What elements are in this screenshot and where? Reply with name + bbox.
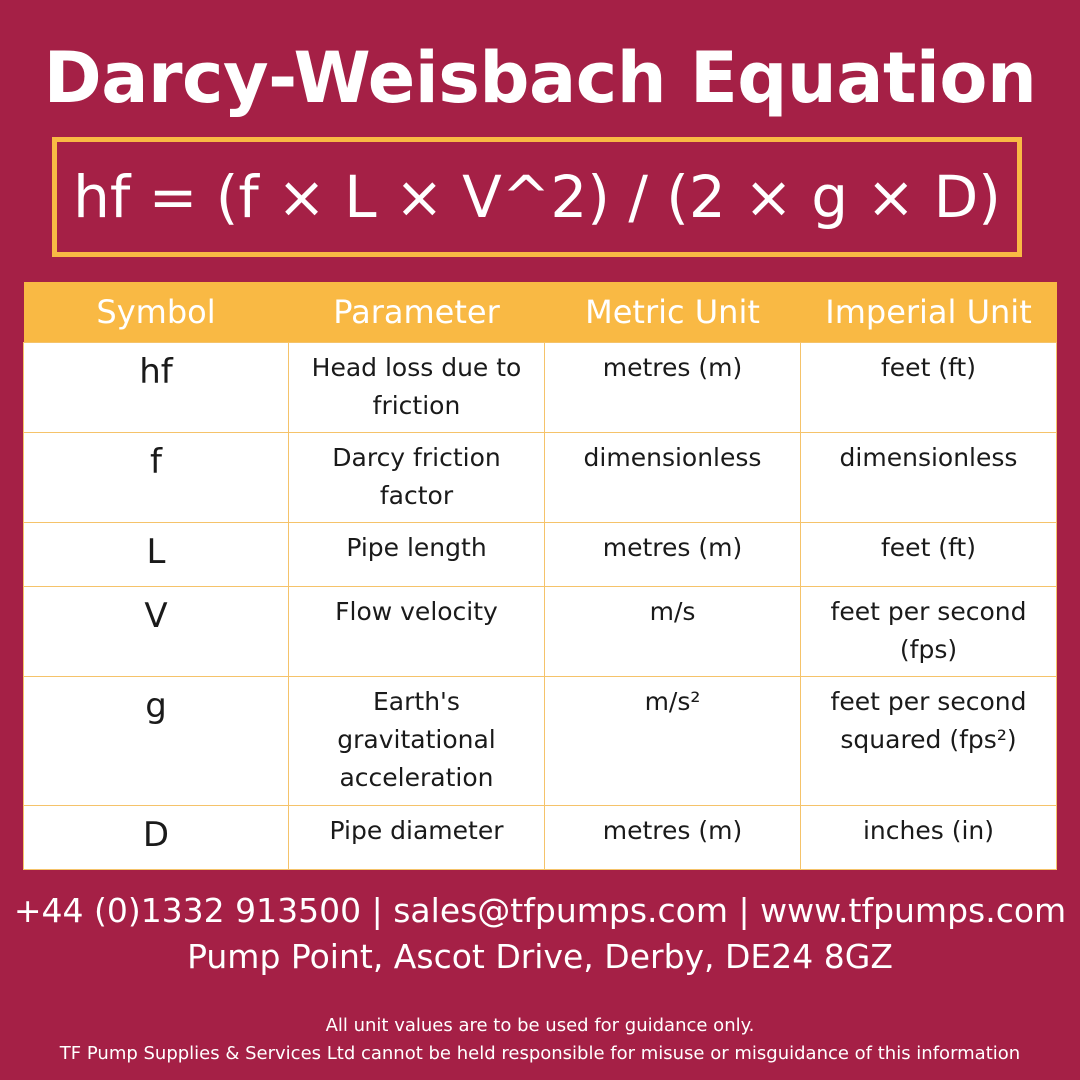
header-symbol: Symbol <box>24 282 289 343</box>
parameter-cell: Earth's gravitational acceleration <box>289 677 545 806</box>
parameter-cell: Head loss due to friction <box>289 343 545 433</box>
metric-unit-cell: metres (m) <box>545 806 801 870</box>
contact-line-phone-email-website: +44 (0)1332 913500 | sales@tfpumps.com | www.tfpumps.com <box>13 891 1067 930</box>
header-metric-unit: Metric Unit <box>545 282 801 343</box>
parameter-cell: Flow velocity <box>289 587 545 677</box>
contact-line-address: Pump Point, Ascot Drive, Derby, DE24 8GZ <box>187 937 893 976</box>
contact-info <box>0 888 1080 980</box>
metric-unit-cell: dimensionless <box>545 433 801 523</box>
metric-unit-cell: metres (m) <box>545 523 801 587</box>
table-header-row <box>24 282 1057 343</box>
disclaimer-line-liability: TF Pump Supplies & Services Ltd cannot be held responsible for misuse or misguidance of this information <box>59 1043 1021 1064</box>
parameter-cell: Pipe diameter <box>289 806 545 870</box>
table-row <box>24 433 1057 523</box>
symbol-cell: f <box>24 433 289 523</box>
symbol-cell: V <box>24 587 289 677</box>
metric-unit-cell: m/s² <box>545 677 801 806</box>
imperial-unit-cell: feet (ft) <box>801 523 1057 587</box>
imperial-unit-cell: feet per second squared (fps²) <box>801 677 1057 806</box>
equation-text: hf = (f × L × V^2) / (2 × g × D) <box>73 163 1001 231</box>
table-row <box>24 523 1057 587</box>
metric-unit-cell: m/s <box>545 587 801 677</box>
imperial-unit-cell: feet per second (fps) <box>801 587 1057 677</box>
symbol-cell: D <box>24 806 289 870</box>
table-row <box>24 806 1057 870</box>
disclaimer <box>0 1012 1080 1068</box>
symbol-cell: g <box>24 677 289 806</box>
parameter-cell: Darcy friction factor <box>289 433 545 523</box>
symbol-cell: L <box>24 523 289 587</box>
header-parameter: Parameter <box>289 282 545 343</box>
header-imperial-unit: Imperial Unit <box>801 282 1057 343</box>
table-row <box>24 587 1057 677</box>
table-row <box>24 343 1057 433</box>
parameter-cell: Pipe length <box>289 523 545 587</box>
imperial-unit-cell: feet (ft) <box>801 343 1057 433</box>
table-row <box>24 677 1057 806</box>
parameters-table <box>23 282 1057 870</box>
equation-box <box>52 137 1022 257</box>
page-title: Darcy-Weisbach Equation <box>43 37 1037 119</box>
imperial-unit-cell: dimensionless <box>801 433 1057 523</box>
disclaimer-line-guidance: All unit values are to be used for guidance only. <box>325 1015 755 1036</box>
imperial-unit-cell: inches (in) <box>801 806 1057 870</box>
metric-unit-cell: metres (m) <box>545 343 801 433</box>
symbol-cell: hf <box>24 343 289 433</box>
